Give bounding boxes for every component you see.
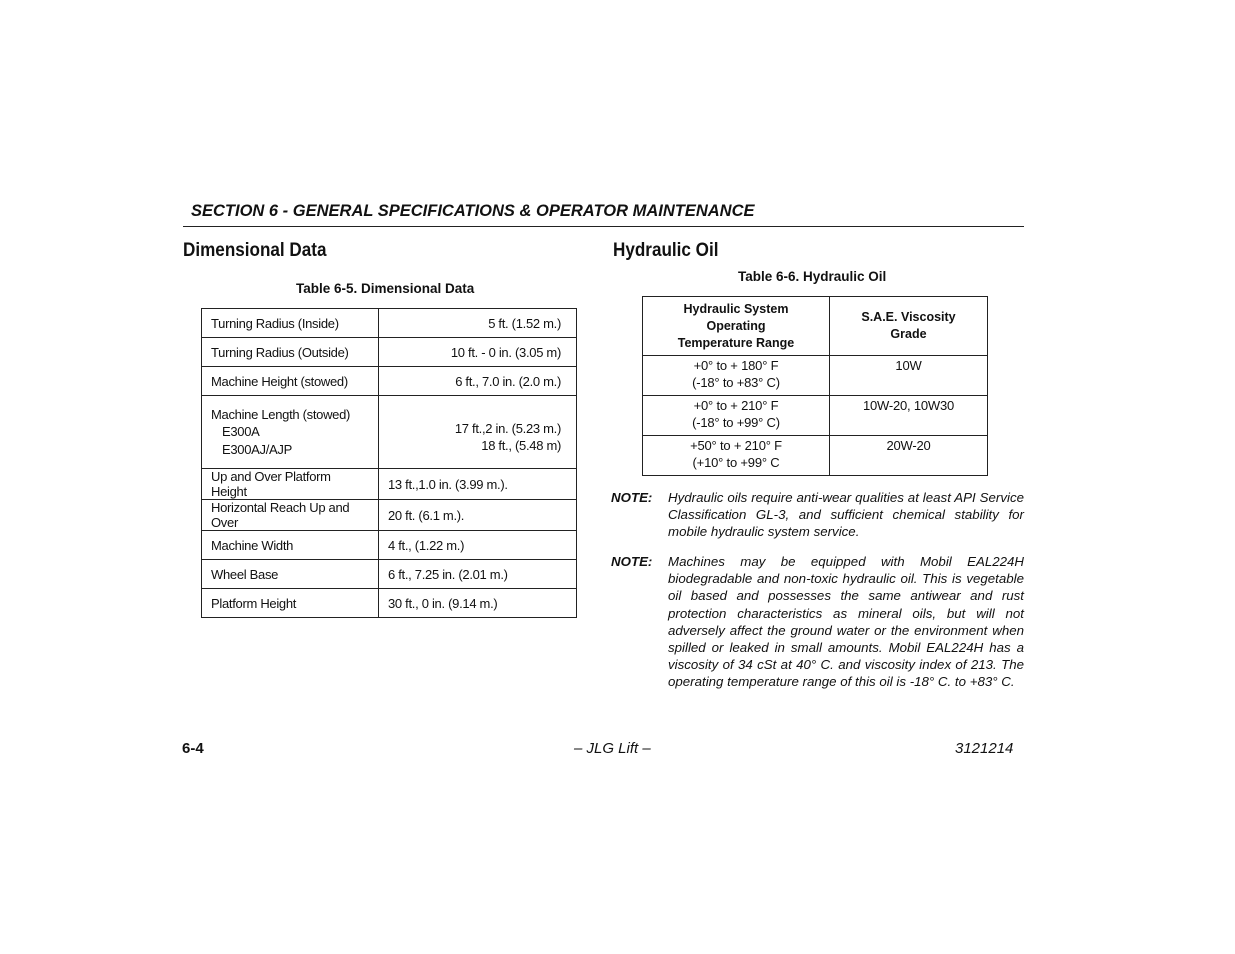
row-label: Turning Radius (Outside): [202, 338, 379, 367]
temp-f: +50° to + 210° F: [690, 438, 782, 453]
hydraulic-oil-heading: Hydraulic Oil: [613, 240, 719, 261]
temp-f: +0° to + 180° F: [693, 358, 779, 373]
note-label: NOTE:: [611, 490, 653, 505]
note-hydraulic-oil-requirements: [611, 489, 1024, 541]
table-row: [202, 367, 577, 396]
note-text: Hydraulic oils require anti-wear qualities at least API Service Classification GL-3, and sufficient chemical stability for mobile hydraulic system service.: [668, 490, 1024, 540]
note-mobil-eal224h: [611, 553, 1024, 691]
hydraulic-table-caption: Table 6-6. Hydraulic Oil: [738, 269, 887, 284]
table-row: [202, 338, 577, 367]
row-label: Horizontal Reach Up and Over: [202, 500, 379, 531]
footer-brand: – JLG Lift –: [574, 740, 651, 757]
page-number: 6-4: [182, 740, 204, 757]
note-text: Machines may be equipped with Mobil EAL224H biodegradable and non-toxic hydraulic oil. This is vegetable oil based and possesses the same antiwear and rust protection characteristics as mineral oils, but will not adversely affect the ground water or the environment when spilled or leaked in small amounts. Mobil EAL224H has a viscosity of 34 cSt at 40° C. and viscosity index of 213. The operating temperature range of this oil is -18° C. to +83° C.: [668, 554, 1024, 690]
dimensional-data-table: [201, 308, 577, 618]
header-line: Temperature Range: [677, 335, 795, 350]
grade-cell: 10W: [830, 356, 988, 396]
row-value: 4 ft., (1.22 m.): [379, 531, 577, 560]
temperature-cell: [643, 356, 830, 396]
temp-c: (+10° to +99° C: [692, 455, 780, 470]
row-value: 6 ft., 7.0 in. (2.0 m.): [379, 367, 577, 396]
section-header: SECTION 6 - GENERAL SPECIFICATIONS & OPERATOR MAINTENANCE: [191, 202, 755, 220]
row-label: Up and Over Platform Height: [202, 469, 379, 500]
dimensional-data-heading: Dimensional Data: [183, 240, 327, 261]
table-row: [643, 356, 988, 396]
header-line: Grade: [890, 327, 927, 341]
header-temperature-range: [643, 297, 830, 356]
table-row: [202, 309, 577, 338]
model-e300a: E300A: [222, 424, 260, 440]
row-label: Wheel Base: [202, 560, 379, 589]
header-viscosity-grade: [830, 297, 988, 356]
header-line: Hydraulic System: [683, 301, 789, 316]
header-rule: [183, 226, 1024, 227]
grade-cell: 20W-20: [830, 436, 988, 476]
table-row: [643, 396, 988, 436]
row-value: [379, 396, 577, 469]
row-label: Turning Radius (Inside): [202, 309, 379, 338]
row-label: Machine Height (stowed): [202, 367, 379, 396]
table-row: [202, 396, 577, 469]
table-header-row: [643, 297, 988, 356]
dimensional-table-caption: Table 6-5. Dimensional Data: [296, 281, 475, 296]
header-line: Operating: [706, 318, 766, 333]
machine-length-label: Machine Length (stowed): [211, 406, 351, 422]
row-value: 13 ft.,1.0 in. (3.99 m.).: [379, 469, 577, 500]
length-e300aj-ajp: 18 ft., (5.48 m): [481, 438, 561, 453]
row-value: 5 ft. (1.52 m.): [379, 309, 577, 338]
row-value: 6 ft., 7.25 in. (2.01 m.): [379, 560, 577, 589]
table-row: [202, 500, 577, 531]
grade-cell: 10W-20, 10W30: [830, 396, 988, 436]
table-row: [202, 469, 577, 500]
document-number: 3121214: [955, 740, 1014, 757]
temperature-cell: [643, 396, 830, 436]
temperature-cell: [643, 436, 830, 476]
row-value: 30 ft., 0 in. (9.14 m.): [379, 589, 577, 618]
row-label: Machine Width: [202, 531, 379, 560]
model-e300aj-ajp: E300AJ/AJP: [222, 441, 292, 457]
length-e300a: 17 ft.,2 in. (5.23 m.): [454, 420, 561, 436]
temp-c: (-18° to +83° C): [692, 375, 780, 390]
table-row: [202, 589, 577, 618]
table-row: [643, 436, 988, 476]
note-label: NOTE:: [611, 554, 653, 569]
temp-c: (-18° to +99° C): [692, 415, 780, 430]
header-line: S.A.E. Viscosity: [861, 310, 956, 324]
row-value: 20 ft. (6.1 m.).: [379, 500, 577, 531]
temp-f: +0° to + 210° F: [693, 398, 779, 413]
row-label: [202, 396, 379, 469]
table-row: [202, 531, 577, 560]
row-value: 10 ft. - 0 in. (3.05 m): [379, 338, 577, 367]
table-row: [202, 560, 577, 589]
row-label: Platform Height: [202, 589, 379, 618]
hydraulic-oil-table: [642, 296, 988, 476]
